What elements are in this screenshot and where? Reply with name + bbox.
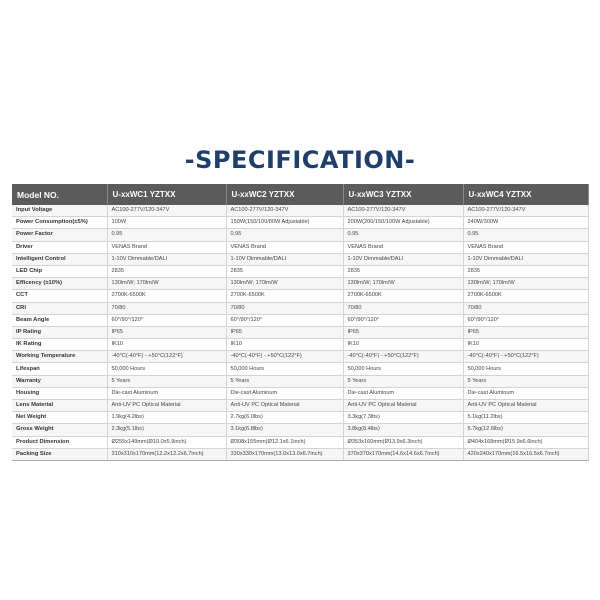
row-label: Packing Size (12, 448, 107, 460)
table-cell: 0.95 (107, 229, 226, 241)
table-row (12, 448, 588, 460)
table-cell: 240W/300W (463, 217, 588, 229)
table-cell: 5 Years (343, 375, 463, 387)
row-label: Efficency (±10%) (12, 278, 107, 290)
table-body (12, 205, 588, 460)
table-cell: 130lm/W; 170lm/W (226, 278, 343, 290)
table-cell: IP65 (343, 326, 463, 338)
table-cell: 2835 (463, 265, 588, 277)
row-label: Warranty (12, 375, 107, 387)
row-label: Working Temperature (12, 351, 107, 363)
table-cell: 60°/90°/120° (463, 314, 588, 326)
row-label: Housing (12, 387, 107, 399)
table-cell: IP65 (107, 326, 226, 338)
table-cell: 2835 (343, 265, 463, 277)
table-cell: Anti-UV PC Optical Material (226, 400, 343, 412)
table-cell: 310x310x170mm(12.2x12.2x6.7inch) (107, 448, 226, 460)
table-cell: 2700K-6500K (463, 290, 588, 302)
table-cell: Anti-UV PC Optical Material (107, 400, 226, 412)
table-cell: 5.1kg(11.2lbs) (463, 412, 588, 424)
table-cell: Ø255x149mm(Ø10.0x5.9inch) (107, 436, 226, 448)
table-cell: 2.7kg(6.0lbs) (226, 412, 343, 424)
table-row (12, 302, 588, 314)
table-cell: VENAS Brand (226, 241, 343, 253)
table-cell: 370x370x170mm(14.6x14.6x6.7inch) (343, 448, 463, 460)
table-cell: 70/80 (343, 302, 463, 314)
table-cell: IK10 (226, 339, 343, 351)
table-cell: Die-cast Aluminum (107, 387, 226, 399)
table-cell: 2835 (107, 265, 226, 277)
table-cell: VENAS Brand (343, 241, 463, 253)
table-row (12, 278, 588, 290)
table-cell: VENAS Brand (107, 241, 226, 253)
table-cell: 60°/90°/120° (226, 314, 343, 326)
table-cell: 130lm/W; 170lm/W (463, 278, 588, 290)
row-label: CRI (12, 302, 107, 314)
table-cell: 50,000 Hours (107, 363, 226, 375)
table-cell: IK10 (107, 339, 226, 351)
table-cell: Ø353x160mm(Ø13.9x6.3inch) (343, 436, 463, 448)
table-cell: 200W(200/150/100W Adjustable) (343, 217, 463, 229)
table-cell: Die-cast Aluminum (343, 387, 463, 399)
table-cell: -40°C(-40°F) - +50°C(122°F) (343, 351, 463, 363)
row-label: Intelligent Control (12, 253, 107, 265)
table-cell: 0.95 (343, 229, 463, 241)
table-cell: 0.95 (226, 229, 343, 241)
table-row (12, 424, 588, 436)
table-cell: VENAS Brand (463, 241, 588, 253)
table-cell: 60°/90°/120° (107, 314, 226, 326)
table-cell: Ø404x168mm(Ø15.9x6.6inch) (463, 436, 588, 448)
table-cell: 2700K-6500K (107, 290, 226, 302)
table-cell: AC100-277V/120-347V (343, 205, 463, 217)
table-cell: 50,000 Hours (463, 363, 588, 375)
row-label: Input Voltage (12, 205, 107, 217)
table-row (12, 253, 588, 265)
table-row (12, 412, 588, 424)
table-row (12, 375, 588, 387)
table-cell: 2.3kg(5.1lbs) (107, 424, 226, 436)
table-cell: 0.95 (463, 229, 588, 241)
table-row (12, 290, 588, 302)
table-cell: AC100-277V/120-347V (226, 205, 343, 217)
row-label: Net Weight (12, 412, 107, 424)
table-cell: 130lm/W; 170lm/W (107, 278, 226, 290)
table-cell: 70/80 (226, 302, 343, 314)
row-label: IK Rating (12, 339, 107, 351)
table-cell: 2835 (226, 265, 343, 277)
row-label: Driver (12, 241, 107, 253)
table-cell: 50,000 Hours (226, 363, 343, 375)
table-row (12, 400, 588, 412)
table-cell: -40°C(-40°F) - +50°C(122°F) (107, 351, 226, 363)
table-cell: 330x330x170mm(13.0x13.0x6.7inch) (226, 448, 343, 460)
row-label: Lifespan (12, 363, 107, 375)
row-label: IP Rating (12, 326, 107, 338)
table-cell: 60°/90°/120° (343, 314, 463, 326)
column-header-model-2: U-xxWC2 YZTXX (226, 184, 343, 205)
table-row (12, 265, 588, 277)
table-row (12, 436, 588, 448)
table-cell: Ø308x155mm(Ø12.1x6.1inch) (226, 436, 343, 448)
table-header-row (12, 184, 588, 205)
table-cell: 130lm/W; 170lm/W (343, 278, 463, 290)
table-cell: 1-10V Dimmable/DALI (463, 253, 588, 265)
table-row (12, 314, 588, 326)
column-header-model-no: Model NO. (12, 184, 107, 205)
table-cell: IK10 (343, 339, 463, 351)
table-row (12, 241, 588, 253)
row-label: Product Dimension (12, 436, 107, 448)
table-cell: 150W(150/100/80W Adjustable) (226, 217, 343, 229)
table-cell: -40°C(-40°F) - +50°C(122°F) (463, 351, 588, 363)
table-cell: 1-10V Dimmable/DALI (343, 253, 463, 265)
table-row (12, 229, 588, 241)
table-cell: 1.9kg(4.2lbs) (107, 412, 226, 424)
table-cell: 420x240x170mm(16.5x16.5x6.7inch) (463, 448, 588, 460)
table-cell: 3.1kg(6.8lbs) (226, 424, 343, 436)
table-cell: 1-10V Dimmable/DALI (107, 253, 226, 265)
table-cell: Anti-UV PC Optical Material (463, 400, 588, 412)
table-cell: 2700K-6500K (343, 290, 463, 302)
table-row (12, 387, 588, 399)
page-title: -SPECIFICATION- (184, 146, 416, 174)
table-cell: AC100-277V/120-347V (463, 205, 588, 217)
table-cell: 70/80 (107, 302, 226, 314)
row-label: Gross Weight (12, 424, 107, 436)
column-header-model-3: U-xxWC3 YZTXX (343, 184, 463, 205)
table-row (12, 363, 588, 375)
table-cell: 5 Years (107, 375, 226, 387)
table-row (12, 205, 588, 217)
table-cell: 5.7kg(12.6lbs) (463, 424, 588, 436)
table-cell: 2700K-6500K (226, 290, 343, 302)
table-cell: 5 Years (226, 375, 343, 387)
table-cell: 100W (107, 217, 226, 229)
row-label: CCT (12, 290, 107, 302)
table-cell: IP65 (226, 326, 343, 338)
table-cell: 50,000 Hours (343, 363, 463, 375)
row-label: Beam Angle (12, 314, 107, 326)
table-row (12, 351, 588, 363)
row-label: Power Consumption(±5%) (12, 217, 107, 229)
table-cell: 1-10V Dimmable/DALI (226, 253, 343, 265)
table-cell: 3.3kg(7.3lbs) (343, 412, 463, 424)
table-cell: 5 Years (463, 375, 588, 387)
column-header-model-1: U-xxWC1 YZTXX (107, 184, 226, 205)
table-cell: 3.8kg(8.4lbs) (343, 424, 463, 436)
table-cell: 70/80 (463, 302, 588, 314)
table-cell: -40°C(-40°F) - +50°C(122°F) (226, 351, 343, 363)
table-row (12, 217, 588, 229)
table-cell: IP65 (463, 326, 588, 338)
specification-table (12, 184, 589, 461)
table-row (12, 339, 588, 351)
table-cell: Die-cast Aluminum (463, 387, 588, 399)
table-cell: Die-cast Aluminum (226, 387, 343, 399)
table-row (12, 326, 588, 338)
table-cell: Anti-UV PC Optical Material (343, 400, 463, 412)
column-header-model-4: U-xxWC4 YZTXX (463, 184, 588, 205)
table-cell: AC100-277V/120-347V (107, 205, 226, 217)
table-cell: IK10 (463, 339, 588, 351)
row-label: Lens Material (12, 400, 107, 412)
row-label: Power Factor (12, 229, 107, 241)
row-label: LED Chip (12, 265, 107, 277)
